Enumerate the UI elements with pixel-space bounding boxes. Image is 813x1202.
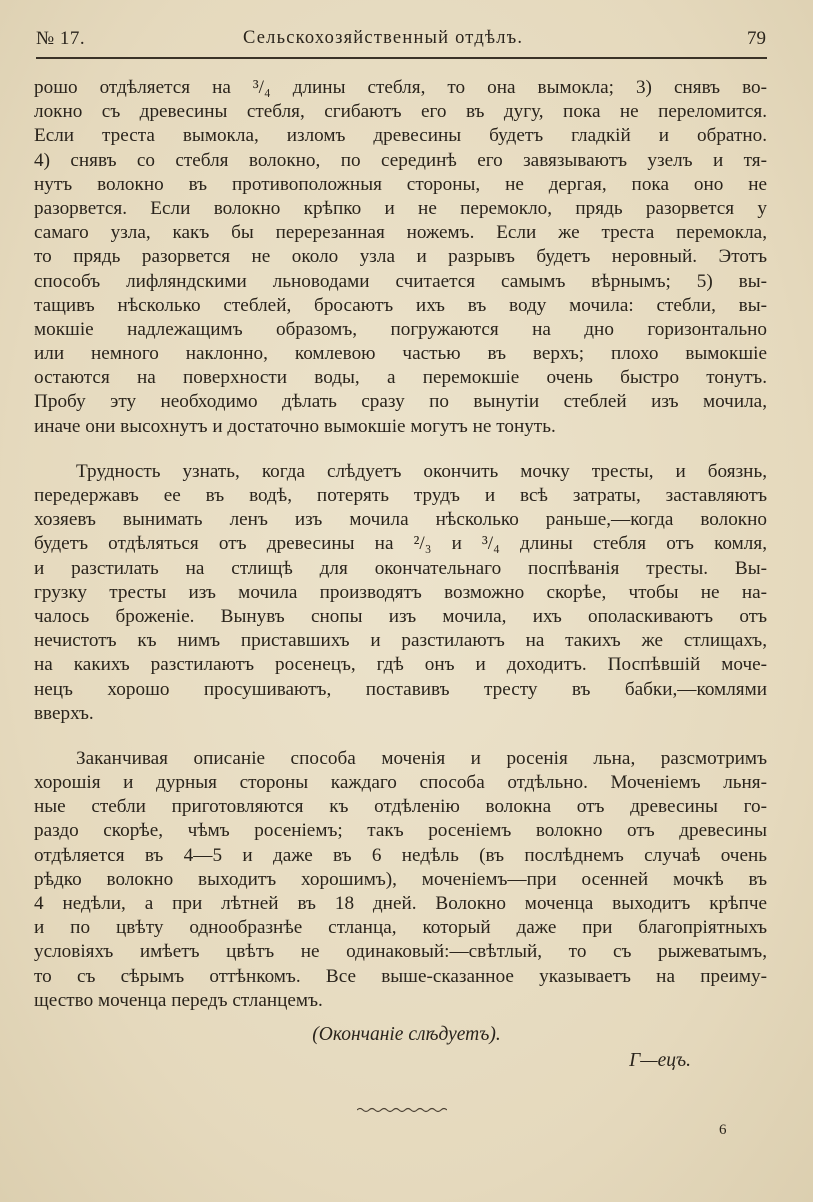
text-line: тащивъ нѣсколько стеблей, бросаютъ ихъ въ воду мочила: стебли, вы- bbox=[34, 294, 767, 316]
text-line: локно съ древесины стебля, сгибаютъ его въ дугу, пока не переломится. bbox=[34, 101, 767, 123]
text-line: будетъ отдѣляться отъ древесины на ²/₃ и ³/₄ длины стебля отъ комля, bbox=[34, 533, 767, 555]
text-line: иначе они высохнутъ и достаточно вымокшіе могутъ не тонуть. bbox=[34, 415, 556, 437]
text-line: условіяхъ имѣетъ цвѣтъ не одинаковый:—свѣтлый, то съ рыжеватымъ, bbox=[34, 941, 767, 963]
paragraph-gap bbox=[34, 726, 767, 747]
text-line: остаются на поверхности воды, а перемокшіе очень быстро тонутъ. bbox=[34, 367, 767, 389]
text-line: рѣдко волокно выходитъ хорошимъ), моченіемъ—при осенней мочкѣ въ bbox=[34, 868, 767, 890]
issue-number: № 17. bbox=[36, 28, 86, 49]
article-body bbox=[34, 76, 767, 1013]
text-line: отдѣляется въ 4—5 и даже въ 6 недѣль (въ послѣднемъ случаѣ очень bbox=[34, 844, 767, 866]
text-line: или немного наклонно, комлевою частью въ верхъ; плохо вымокшіе bbox=[34, 343, 767, 365]
text-line: хозяевъ вынимать ленъ изъ мочила нѣсколько раньше,—когда волокно bbox=[34, 509, 767, 531]
text-line: то прядь разорвется не около узла и разрывъ будетъ неровный. Этотъ bbox=[34, 246, 767, 268]
header-rule bbox=[36, 57, 767, 59]
text-line: и разстилать на стлищѣ для окончательнаго поспѣванія тресты. Вы- bbox=[34, 557, 767, 579]
text-line: хорошія и дурныя стороны каждаго способа отдѣльно. Моченіемъ льня- bbox=[34, 772, 767, 794]
text-line: Трудность узнать, когда слѣдуетъ окончить мочку тресты, и боязнь, bbox=[76, 460, 767, 482]
text-line: вверхъ. bbox=[34, 702, 94, 724]
section-title: Сельскохозяйственный отдѣлъ. bbox=[243, 28, 524, 48]
paragraph-gap bbox=[34, 439, 767, 460]
text-line: раздо скорѣе, чѣмъ росеніемъ; такъ росеніемъ волокно отъ древесины bbox=[34, 820, 767, 842]
text-line: Заканчивая описаніе способа моченія и росенія льна, разсмотримъ bbox=[76, 747, 767, 769]
text-line: и по цвѣту однообразнѣе стланца, который даже при благопріятныхъ bbox=[34, 917, 767, 939]
text-line: способъ лифляндскими льноводами считается самымъ вѣрнымъ; 5) вы- bbox=[34, 270, 767, 292]
paragraph bbox=[34, 76, 767, 439]
running-header bbox=[36, 28, 766, 56]
text-line: мокшіе надлежащимъ образомъ, погружаются на дно горизонтально bbox=[34, 318, 767, 340]
author-signature: Г—ецъ. bbox=[629, 1050, 691, 1071]
text-line: самаго узла, какъ бы перерезанная ножемъ. Если же треста перемокла, bbox=[34, 222, 767, 244]
page-number: 79 bbox=[747, 28, 766, 49]
text-line: грузку тресты изъ мочила производятъ возможно скорѣе, чтобы не на- bbox=[34, 581, 767, 603]
text-line: нецъ хорошо просушиваютъ, поставивъ тресту въ бабки,—комлями bbox=[34, 678, 767, 700]
sheet-signature-number: 6 bbox=[719, 1122, 727, 1138]
text-line: разорвется. Если волокно крѣпко и не перемокло, прядь разорвется у bbox=[34, 197, 767, 219]
text-line: нечистотъ къ нимъ приставшихъ и разстилаютъ на такихъ же стлищахъ, bbox=[34, 630, 767, 652]
text-line: Пробу эту необходимо дѣлать сразу по вынутіи стеблей изъ мочила, bbox=[34, 391, 767, 413]
text-line: то съ сѣрымъ оттѣнкомъ. Все выше-сказанное указываетъ на преиму- bbox=[34, 965, 767, 987]
text-line: рошо отдѣляется на ³/₄ длины стебля, то она вымокла; 3) снявъ во- bbox=[34, 77, 767, 98]
text-line: чалось броженіе. Вынувъ снопы изъ мочила, ихъ ополаскиваютъ отъ bbox=[34, 605, 767, 627]
paragraph bbox=[34, 460, 767, 726]
text-line: передержавъ ее въ водѣ, потерять трудъ и всѣ затраты, заставляютъ bbox=[34, 485, 767, 506]
text-line: 4) снявъ со стебля волокно, по серединѣ его завязываютъ узелъ и тя- bbox=[34, 149, 767, 171]
text-line: 4 недѣли, а при лѣтней въ 18 дней. Волокно моченца выходитъ крѣпче bbox=[34, 893, 767, 914]
text-line: ные стебли приготовляются къ отдѣленію волокна отъ древесины го- bbox=[34, 796, 767, 818]
text-line: щество моченца передъ стланцемъ. bbox=[34, 989, 323, 1011]
paragraph bbox=[34, 747, 767, 1013]
text-line: на какихъ разстилаютъ росенецъ, гдѣ онъ и доходитъ. Поспѣвшій моче- bbox=[34, 654, 767, 676]
text-line: Если треста вымокла, изломъ древесины будетъ гладкій и обратно. bbox=[34, 125, 767, 147]
divider-ornament bbox=[357, 1106, 447, 1114]
text-line: нутъ волокно въ противоположныя стороны, не дергая, пока оно не bbox=[34, 173, 767, 195]
continuation-note: (Окончаніе слѣдуетъ). bbox=[312, 1024, 501, 1045]
